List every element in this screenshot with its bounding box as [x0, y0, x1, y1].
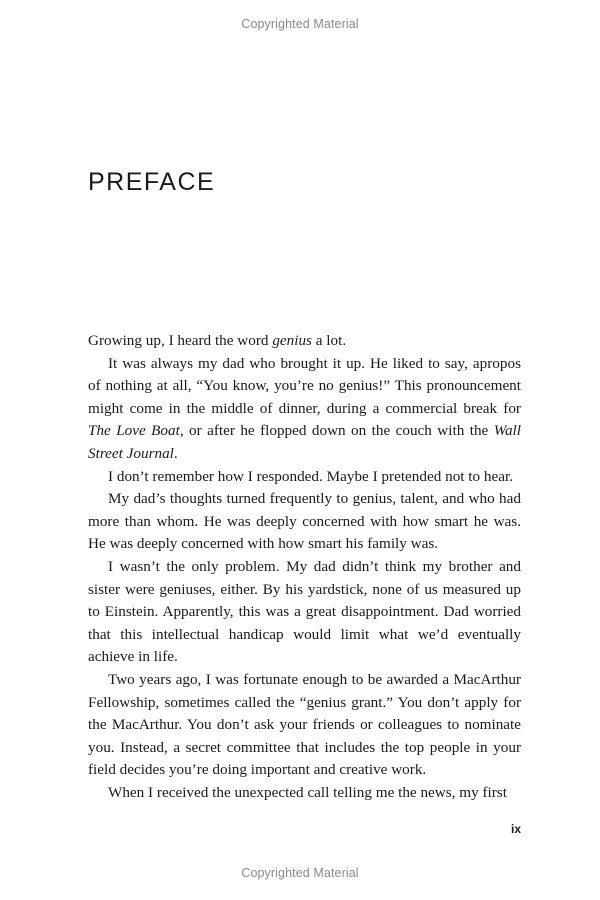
paragraph-6: Two years ago, I was fortunate enough to be awarded a MacArthur Fellowship, sometimes called the “genius grant.” You don’t apply for the MacArthur. You don’t ask your friends or colleagues to nominate you. Instead, a secret committee that includes the top people in your field decides you’re doing important and creative work. — [88, 670, 521, 779]
paragraph-2 — [88, 353, 521, 466]
page-number: ix — [510, 822, 521, 836]
paragraph-5: I wasn’t the only problem. My dad didn’t think my brother and sister were geniuses, either. By his yardstick, none of us measured up to Einstein. Apparently, this was a great disappointment. Dad worried that this intellectual handicap would limit what we’d eventually achieve in life. — [88, 557, 521, 666]
copyright-watermark-bottom: Copyrighted Material — [241, 866, 359, 880]
paragraph-1-text-c: a lot. — [311, 332, 347, 349]
paragraph-1 — [88, 330, 521, 353]
paragraph-2-text-a: It was always my dad who brought it up. He liked to say, apropos of nothing at all, “You know, you’re no genius!” This pronouncement might come in the middle of dinner, during a commercial break for — [88, 354, 521, 417]
paragraph-2-italic-love-boat: The Love Boat — [88, 422, 180, 440]
paragraph-4: My dad’s thoughts turned frequently to genius, talent, and who had more than whom. He was deeply concerned with how smart he was. He was deeply concerned with how smart his family was. — [88, 490, 521, 553]
body-text — [88, 330, 521, 804]
chapter-title: PREFACE — [88, 168, 216, 196]
paragraph-3: I don’t remember how I responded. Maybe I pretended not to hear. — [108, 467, 514, 485]
paragraph-1-text-a: Growing up, I heard the word — [88, 332, 273, 349]
paragraph-2-italic-wsj: Wall Street Journal — [88, 422, 521, 462]
paragraph-7: When I received the unexpected call telling me the news, my first — [108, 783, 507, 801]
copyright-watermark-top: Copyrighted Material — [241, 17, 359, 31]
paragraph-2-text-e: . — [173, 444, 178, 462]
paragraph-1-italic-genius: genius — [272, 332, 312, 349]
paragraph-2-text-c: , or after he flopped down on the couch with the — [179, 422, 494, 440]
